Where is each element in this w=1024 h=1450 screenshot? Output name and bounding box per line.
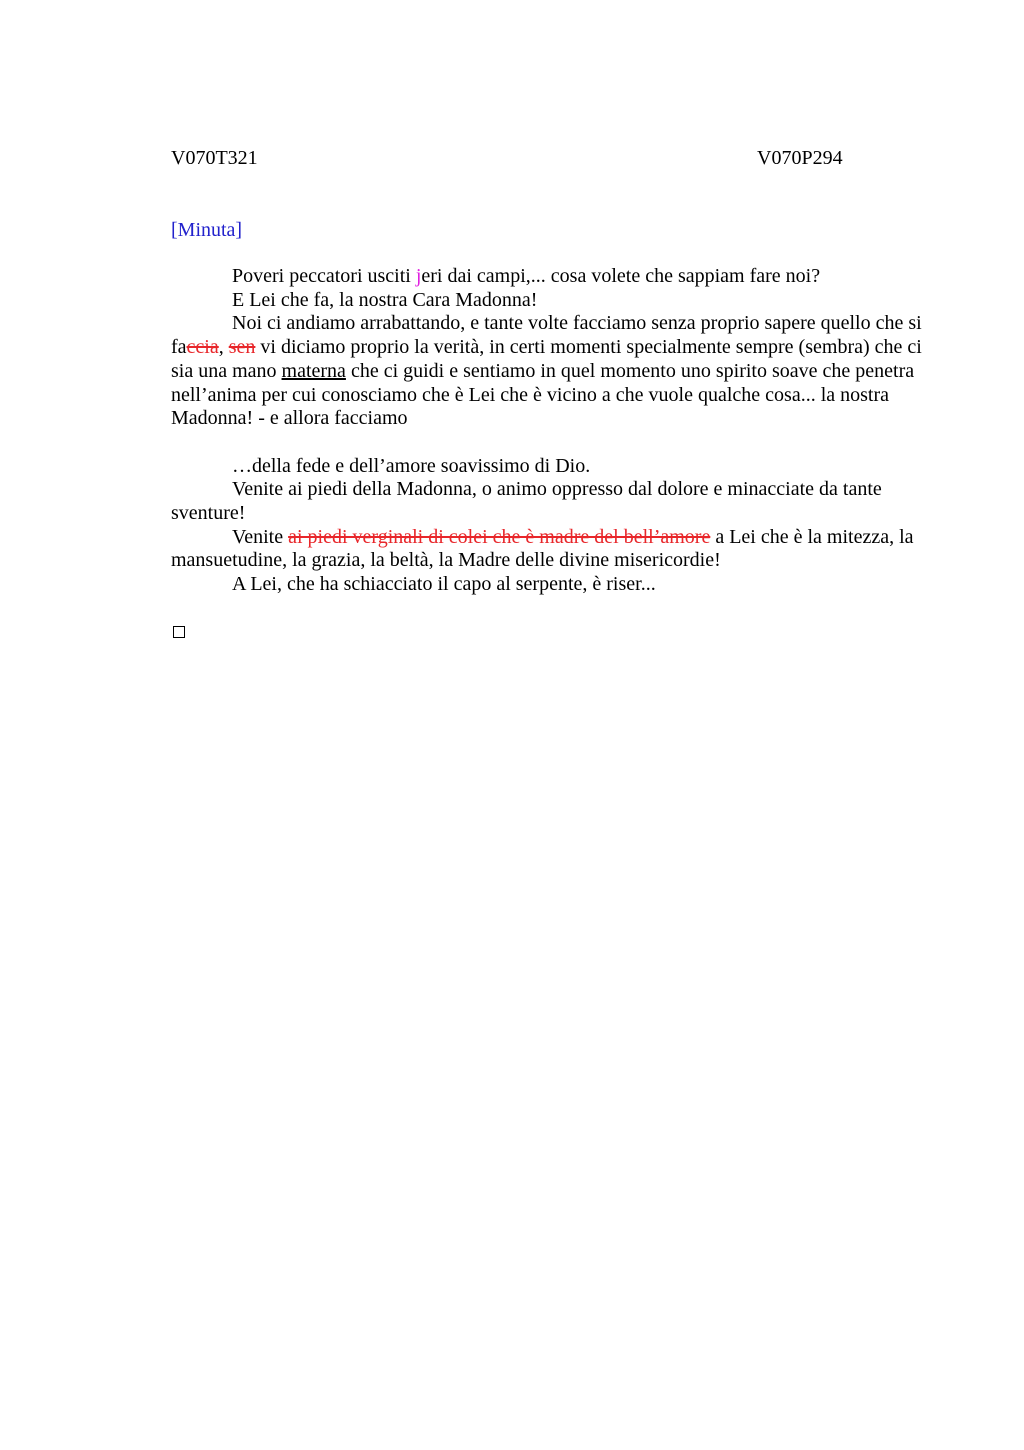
deleted-text: ai piedi verginali di colei che è madre del bell’amore — [288, 525, 711, 548]
document-body — [171, 265, 931, 597]
square-outline-icon — [173, 626, 185, 638]
paragraph-gap — [171, 431, 931, 455]
paragraph: E Lei che fa, la nostra Cara Madonna! — [232, 288, 538, 311]
document-code-left: V070T321 — [171, 147, 258, 169]
paragraph: A Lei, che ha schiacciato il capo al serpente, è riser... — [232, 573, 656, 596]
paragraph: Venite ai piedi verginali di colei che è madre del bell’amore a Lei che è la mitezza, la mansuetudine, la grazia, la beltà, la Madre delle divine misericordie! — [171, 525, 914, 572]
inserted-text: j — [415, 265, 422, 287]
paragraph: Poveri peccatori usciti jeri dai campi,... cosa volete che sappiam fare noi? — [232, 265, 821, 287]
deleted-text: ccia — [186, 336, 219, 359]
minuta-label: [Minuta] — [171, 219, 243, 241]
deleted-text: sen — [228, 336, 256, 359]
paragraph: Venite ai piedi della Madonna, o animo oppresso dal dolore e minacciate da tante sventure! — [171, 478, 882, 525]
document-code-right: V070P294 — [757, 147, 843, 169]
paragraph: Noi ci andiamo arrabattando, e tante volte facciamo senza proprio sapere quello che si faccia, sen vi diciamo proprio la verità, in certi momenti specialmente sempre (sembra) che ci sia una mano materna che ci guidi e sentiamo in quel momento uno spirito soave che penetra nell’anima per cui conosciamo che è Lei che è vicino a che vuole qualche cosa... la nostra Madonna! - e allora facciamo — [171, 312, 922, 430]
paragraph: …della fede e dell’amore soavissimo di Dio. — [232, 454, 591, 477]
underlined-text: materna — [281, 359, 346, 382]
